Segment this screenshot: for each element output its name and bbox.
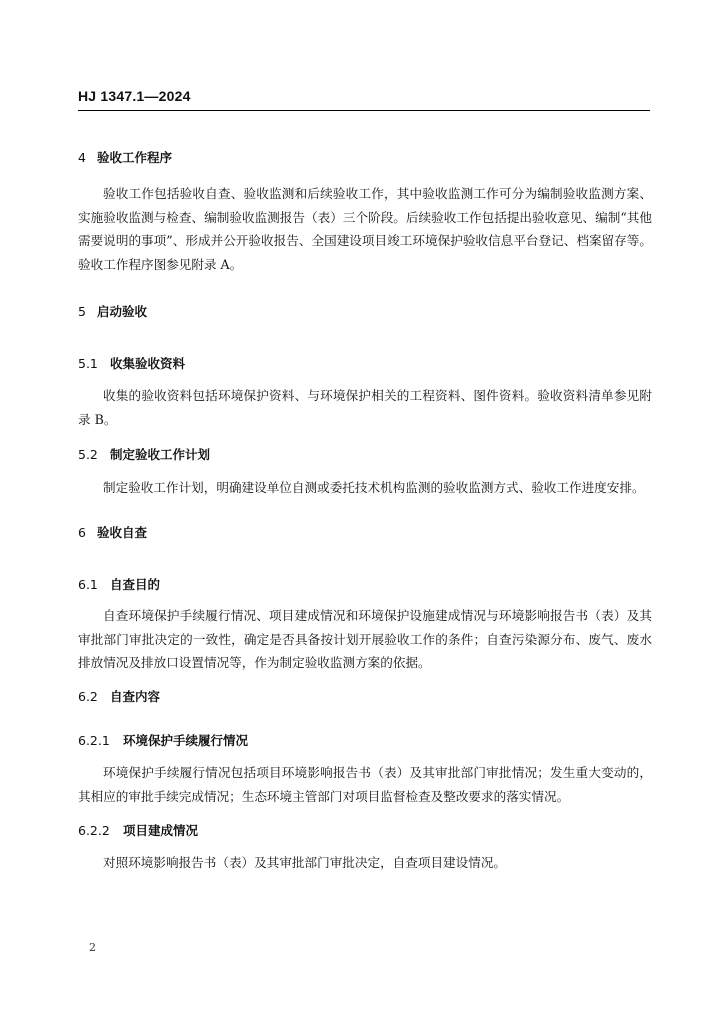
heading-number: 6.2.1: [78, 733, 110, 748]
heading-6-1: [78, 575, 160, 593]
heading-6: [78, 523, 147, 541]
paragraph-6-1: 自查环境保护手续履行情况、项目建成情况和环境保护设施建成情况与环境影响报告书（表）及其审批部门审批决定的一致性，确定是否具备按计划开展验收工作的条件；自查污染源分布、废气、废水排放情况及排放口设置情况等，作为制定验收监测方案的依据。: [78, 608, 652, 670]
heading-5: [78, 302, 147, 320]
heading-number: 5: [78, 304, 86, 319]
heading-number: 6.2.2: [78, 823, 110, 838]
heading-number: 4: [78, 150, 86, 165]
heading-title: 项目建成情况: [123, 823, 199, 838]
heading-title: 验收工作程序: [97, 150, 173, 165]
heading-title: 环境保护手续履行情况: [123, 733, 249, 748]
heading-4: [78, 148, 172, 166]
heading-6-2-2: [78, 821, 198, 839]
heading-5-2: [78, 445, 210, 463]
page-number: 2: [89, 941, 96, 954]
heading-number: 6: [78, 525, 86, 540]
heading-title: 启动验收: [97, 304, 148, 319]
standard-code: HJ 1347.1—2024: [78, 88, 191, 104]
heading-6-2: [78, 687, 160, 705]
heading-title: 收集验收资料: [110, 356, 186, 371]
heading-number: 6.1: [78, 577, 98, 592]
heading-title: 自查内容: [110, 689, 161, 704]
heading-title: 制定验收工作计划: [110, 447, 211, 462]
heading-title: 自查目的: [110, 577, 161, 592]
heading-number: 5.1: [78, 356, 98, 371]
paragraph-6-2-2: 对照环境影响报告书（表）及其审批部门审批决定，自查项目建设情况。: [103, 855, 506, 870]
heading-5-1: [78, 354, 185, 372]
header-rule: [78, 110, 650, 111]
paragraph-4: 验收工作包括验收自查、验收监测和后续验收工作，其中验收监测工作可分为编制验收监测方案、实施验收监测与检查、编制验收监测报告（表）三个阶段。后续验收工作包括提出验收意见、编制“其他需要说明的事项”、形成并公开验收报告、全国建设项目竣工环境保护验收信息平台登记、档案留存等。验收工作程序图参见附录 A。: [78, 186, 652, 272]
heading-number: 5.2: [78, 447, 98, 462]
heading-6-2-1: [78, 731, 248, 749]
paragraph-5-2: 制定验收工作计划，明确建设单位自测或委托技术机构监测的验收监测方式、验收工作进度安排。: [103, 480, 645, 495]
paragraph-6-2-1: 环境保护手续履行情况包括项目环境影响报告书（表）及其审批部门审批情况；发生重大变动的，其相应的审批手续完成情况；生态环境主管部门对项目监督检查及整改要求的落实情况。: [78, 765, 652, 804]
heading-title: 验收自查: [97, 525, 148, 540]
heading-number: 6.2: [78, 689, 98, 704]
paragraph-5-1: 收集的验收资料包括环境保护资料、与环境保护相关的工程资料、图件资料。验收资料清单参见附录 B。: [78, 388, 652, 427]
